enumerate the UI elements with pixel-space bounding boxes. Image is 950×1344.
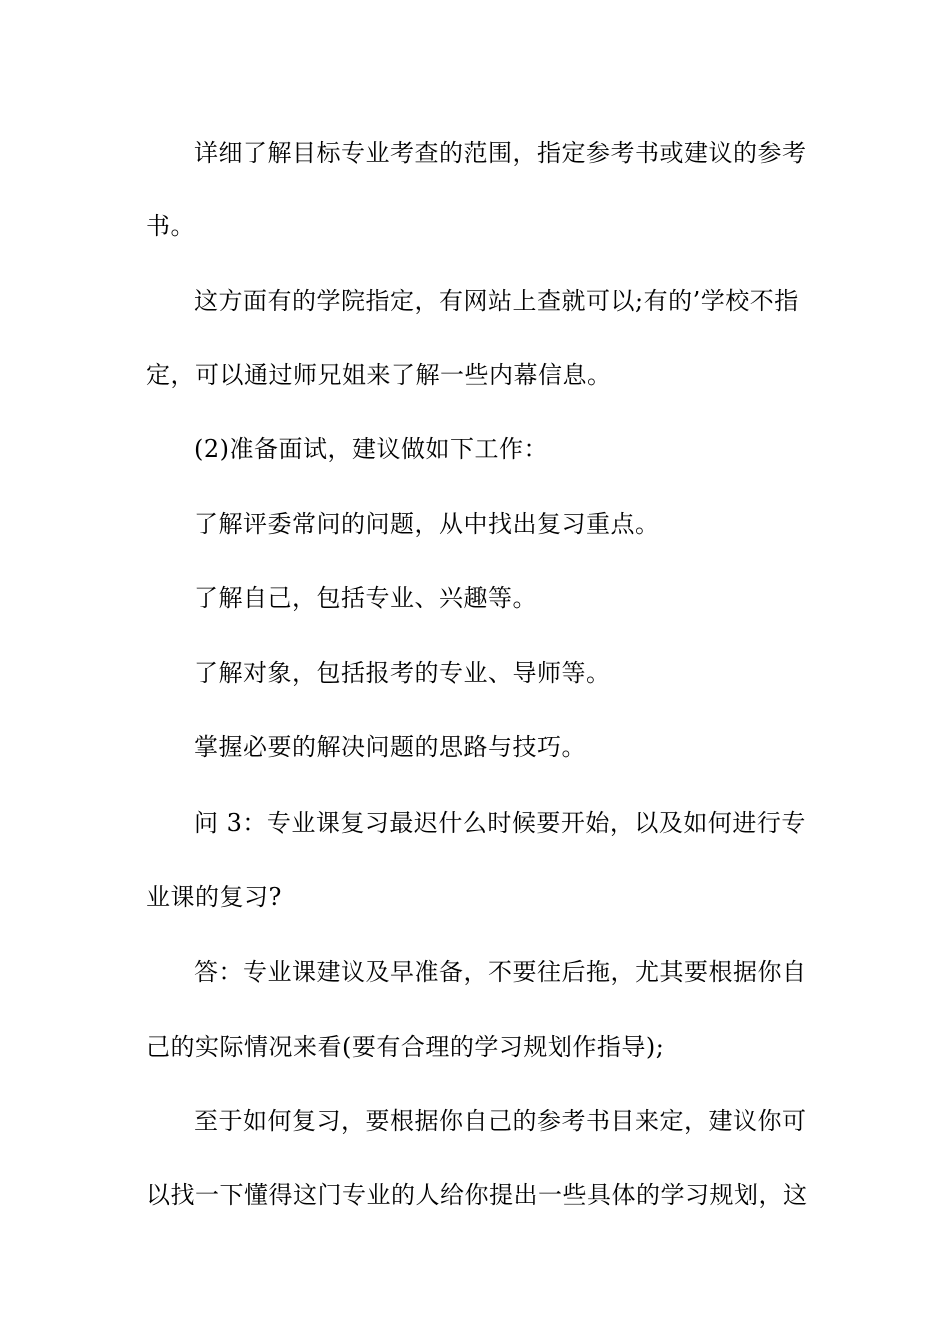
list-item: 了解评委常问的问题，从中找出复习重点。 xyxy=(194,510,660,538)
list-item: 了解自己，包括专业、兴趣等。 xyxy=(194,584,537,612)
paragraph-line: 这方面有的学院指定，有网站上查就可以;有的’学校不指 xyxy=(194,287,799,315)
paragraph-line: 至于如何复习，要根据你自己的参考书目来定，建议你可 xyxy=(194,1107,807,1135)
paragraph-line: 定，可以通过师兄姐来了解一些内幕信息。 xyxy=(146,361,612,389)
list-item: 了解对象，包括报考的专业、导师等。 xyxy=(194,659,611,687)
paragraph-line: 书。 xyxy=(146,212,195,240)
paragraph-line: 以找一下懂得这门专业的人给你提出一些具体的学习规划，这 xyxy=(146,1181,808,1209)
list-item: 掌握必要的解决问题的思路与技巧。 xyxy=(194,733,586,761)
paragraph-line: 详细了解目标专业考查的范围，指定参考书或建议的参考 xyxy=(194,139,807,167)
answer-line: 答：专业课建议及早准备，不要往后拖，尤其要根据你自 xyxy=(194,958,807,986)
question-line: 业课的复习? xyxy=(146,883,282,911)
question-line: 问 3：专业课复习最迟什么时候要开始，以及如何进行专 xyxy=(194,809,806,837)
answer-line: 己的实际情况来看(要有合理的学习规划作指导); xyxy=(146,1033,665,1061)
section-heading: (2)准备面试，建议做如下工作： xyxy=(194,435,548,463)
